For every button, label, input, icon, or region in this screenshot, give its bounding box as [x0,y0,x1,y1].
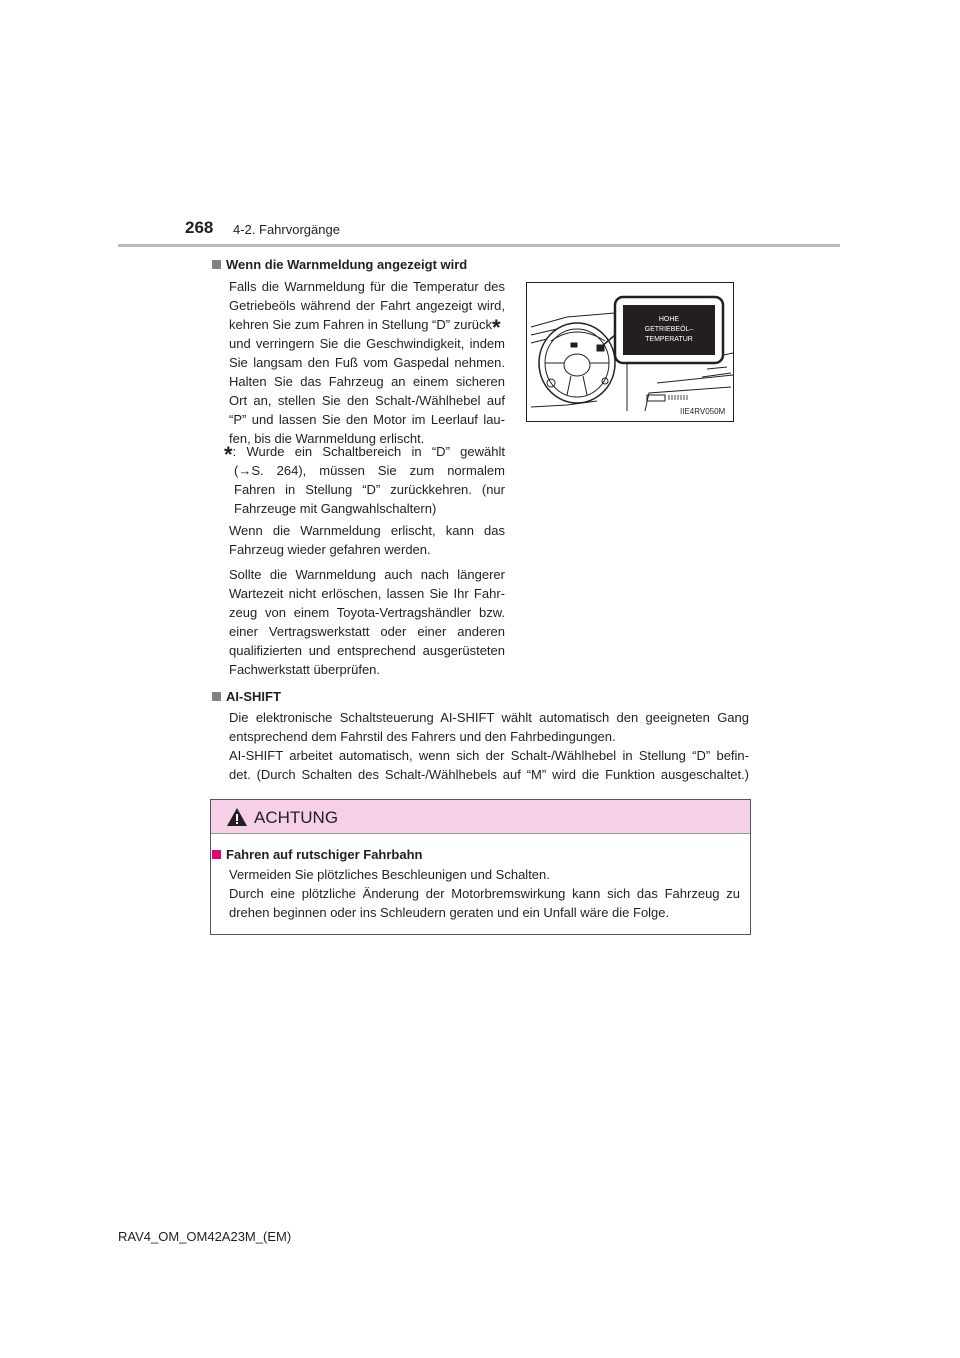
text-line [224,442,505,467]
text-line: Fachwerkstatt überprüfen. [229,662,381,677]
text-line: Sollte die Warnmeldung auch nach längerer [229,567,505,582]
text-line: (→S. 264), müssen Sie zum normalem [234,463,505,478]
text-line: Fahrzeuge mit Gangwahlschaltern) [234,501,437,516]
section-heading-ai-shift [212,688,281,705]
footer-model-code: RAV4_OM_OM42A23M_(EM) [118,1229,292,1244]
dashboard-drawing [527,283,733,421]
text-span: kehren Sie zum Fahren in Stellung “D” zurück [229,317,493,332]
text-line: entsprechend dem Fahrstil des Fahrers und den Fahrbedingungen. [229,729,616,744]
heading-text: Fahren auf rutschiger Fahrbahn [226,847,423,862]
warning-title: ACHTUNG [254,808,339,827]
warning-triangle-icon [226,807,248,827]
square-bullet-icon [212,260,221,269]
text-line: Wenn die Warnmeldung erlischt, kann das [229,523,505,538]
text-line [229,315,505,340]
text-line: det. (Durch Schalten des Schalt-/Wählhebels auf “M” wird die Funktion ausgeschaltet.) [229,767,749,782]
display-line: HOHE [658,316,680,323]
paragraph-ai-shift [229,708,749,784]
section-title: 4-2. Fahrvorgänge [233,222,340,237]
header-divider [118,244,840,247]
text-line: einer Vertragswerkstatt oder einer anderen [229,624,505,639]
section-heading-warning-message [212,256,467,273]
text-line: Durch eine plötzliche Änderung der Motorbremswirkung kann sich das Fahrzeug zu [229,886,740,901]
text-line: und verringern Sie die Geschwindigkeit, indem [229,336,505,351]
footnote-marker: * [224,442,233,467]
text-line: Sie langsam den Fuß vom Gaspedal nehmen. [229,355,505,370]
warning-body [229,865,740,922]
text-line: Getriebeöls während der Fahrt angezeigt wird, [229,298,505,313]
footnote-marker: * [492,315,501,340]
square-bullet-icon [212,850,221,859]
warning-heading [212,846,422,863]
text-line: Fahren in Stellung “D” zurückkehren. (nur [234,482,505,497]
text-line: Vermeiden Sie plötzliches Beschleunigen und Schalten. [229,867,550,882]
dashboard-illustration [526,282,734,422]
heading-text: Wenn die Warnmeldung angezeigt wird [226,257,468,272]
text-line: zeug von einem Toyota-Vertragshändler bzw. [229,605,505,620]
text-line: Die elektronische Schaltsteuerung AI-SHIFT wählt automatisch den geeigneten Gang [229,710,749,725]
display-line: TEMPERATUR [645,336,693,343]
text-line: Falls die Warnmeldung für die Temperatur des [229,279,505,294]
heading-text: AI-SHIFT [226,689,281,704]
text-line: qualifizierten und entsprechend ausgerüsteten [229,643,505,658]
footnote [224,442,505,518]
footnote-body [224,461,505,518]
text-line: drehen beginnen oder ins Schleudern geraten und ein Unfall wäre die Folge. [229,905,670,920]
text-line: Wartezeit nicht erlöschen, lassen Sie Ihr Fahr- [229,586,505,601]
text-line: fen, bis die Warnmeldung erlischt. [229,431,425,446]
page-number: 268 [185,218,214,237]
text-line: “P” und lassen Sie den Motor im Leerlauf lau- [229,412,505,427]
text-line: Fahrzeug wieder gefahren werden. [229,542,431,557]
paragraph-warning-off [229,521,505,559]
display-message [623,315,715,345]
square-bullet-icon [212,692,221,701]
illustration-code: IIE4RV050M [680,407,726,416]
text-line: Halten Sie das Fahrzeug an einem sicheren [229,374,505,389]
text-line: AI-SHIFT arbeitet automatisch, wenn sich der Schalt-/Wählhebel in Stellung “D” befin- [229,748,749,763]
text-line: Ort an, stellen Sie den Schalt-/Wählhebel auf [229,393,505,408]
paragraph-workshop [229,565,505,679]
display-line: GETRIEBEÖL– [644,326,694,333]
text-span: : Wurde ein Schaltbereich in “D” gewählt [232,444,505,459]
paragraph-warning-instructions [229,277,505,448]
